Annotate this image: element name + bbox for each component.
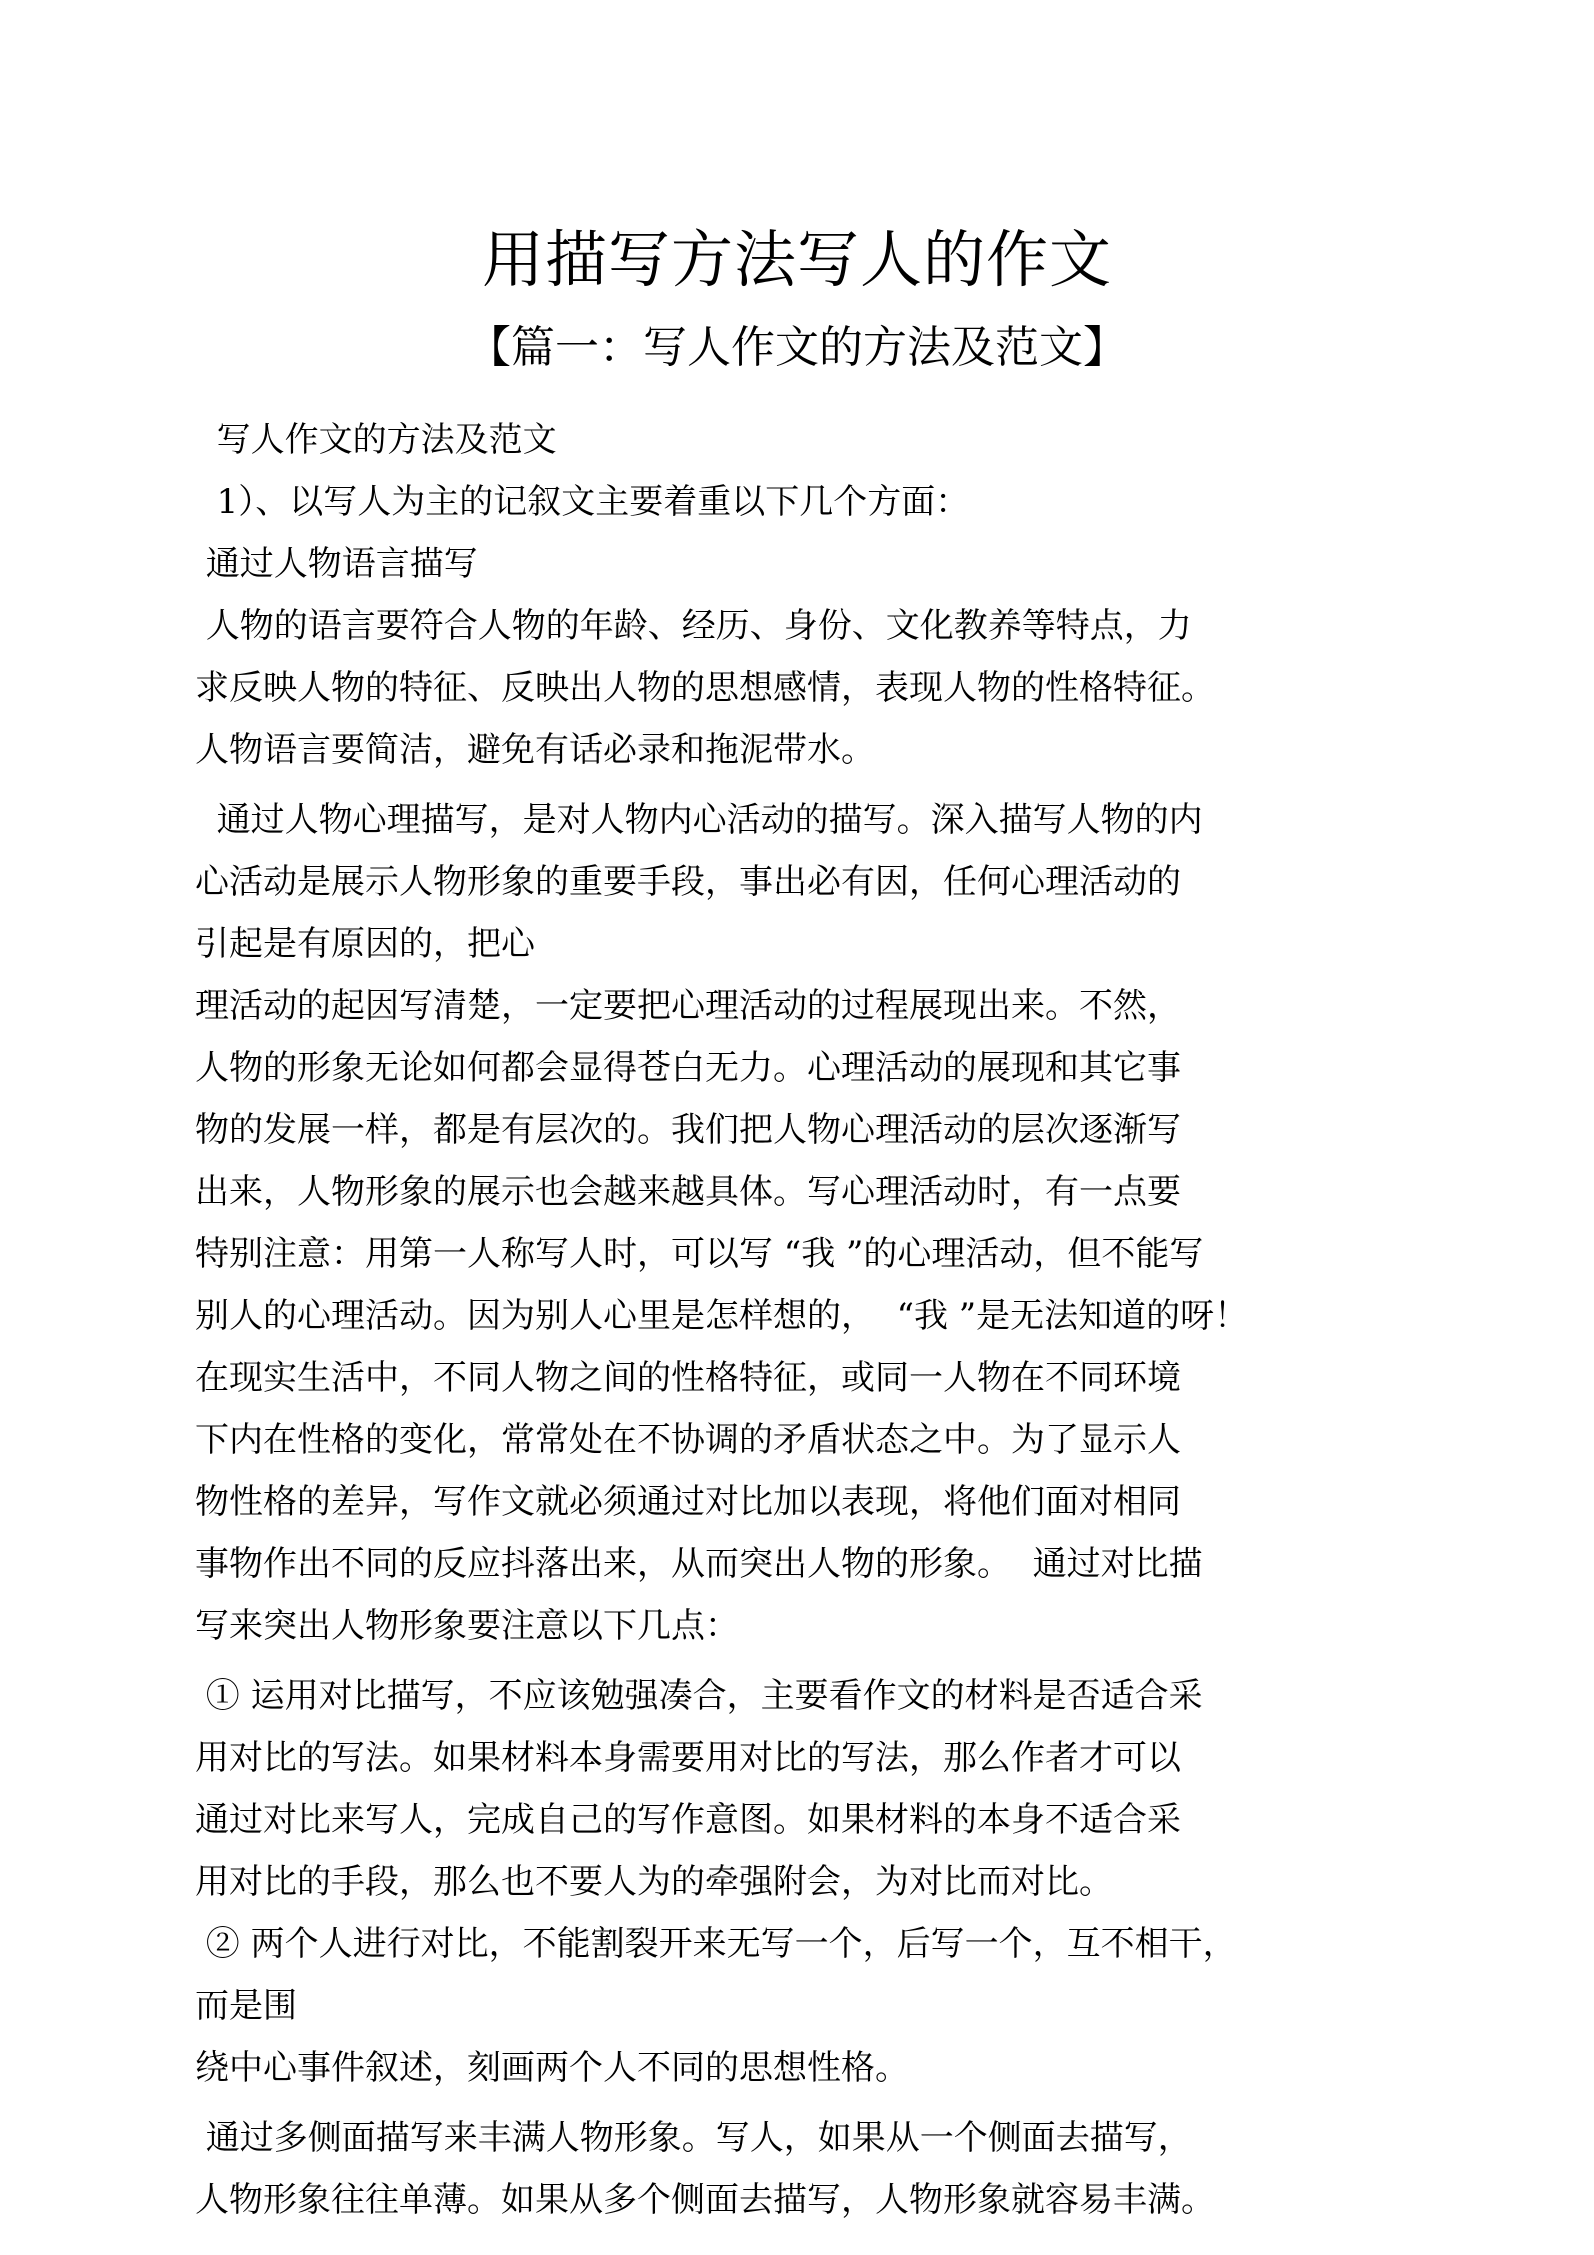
body-line: ② 两个人进行对比，不能割裂开来无写一个，后写一个，互不相干， bbox=[195, 1924, 1237, 1964]
body-line: 写来突出人物形象要注意以下几点： bbox=[195, 1606, 739, 1646]
body-line: 人物形象往往单薄。如果从多个侧面去描写，人物形象就容易丰满。 bbox=[195, 2180, 1215, 2220]
body-line: 引起是有原因的，把心 bbox=[195, 924, 535, 964]
body-line: 而是围 bbox=[195, 1986, 297, 2026]
document-title: 用描写方法写人的作文 bbox=[481, 223, 1112, 296]
body-line: 通过多侧面描写来丰满人物形象。写人，如果从一个侧面去描写， bbox=[195, 2118, 1192, 2158]
body-line: 人物的语言要符合人物的年龄、经历、身份、文化教养等特点，力 bbox=[195, 606, 1192, 646]
body-line: 人物语言要简洁，避免有话必录和拖泥带水。 bbox=[195, 730, 875, 770]
body-line: 用对比的写法。如果材料本身需要用对比的写法，那么作者才可以 bbox=[195, 1738, 1181, 1778]
body-line: 通过对比来写人，完成自己的写作意图。如果材料的本身不适合采 bbox=[195, 1800, 1181, 1840]
body-line: 心活动是展示人物形象的重要手段，事出必有因，任何心理活动的 bbox=[195, 862, 1181, 902]
body-line: 物的发展一样，都是有层次的。我们把人物心理活动的层次逐渐写 bbox=[195, 1110, 1181, 1150]
body-line: 理活动的起因写清楚，一定要把心理活动的过程展现出来。不然， bbox=[195, 986, 1181, 1026]
document-subtitle: 【篇一：写人作文的方法及范文】 bbox=[467, 322, 1127, 373]
body-line: 通过人物语言描写 bbox=[195, 544, 478, 584]
body-line: 在现实生活中，不同人物之间的性格特征，或同一人物在不同环境 bbox=[195, 1358, 1181, 1398]
body-line: 1）、以写人为主的记叙文主要着重以下几个方面： bbox=[195, 482, 970, 522]
document-body bbox=[195, 420, 1415, 2242]
body-line: 用对比的手段，那么也不要人为的牵强附会，为对比而对比。 bbox=[195, 1862, 1113, 1902]
body-line: 通过人物心理描写，是对人物内心活动的描写。深入描写人物的内 bbox=[195, 800, 1203, 840]
body-line: ① 运用对比描写，不应该勉强凑合，主要看作文的材料是否适合采 bbox=[195, 1676, 1203, 1716]
body-line: 事物作出不同的反应抖落出来，从而突出人物的形象。 通过对比描 bbox=[195, 1544, 1203, 1584]
body-line: 写人作文的方法及范文 bbox=[195, 420, 557, 460]
body-line: 出来，人物形象的展示也会越来越具体。写心理活动时，有一点要 bbox=[195, 1172, 1181, 1212]
body-line: 下内在性格的变化，常常处在不协调的矛盾状态之中。为了显示人 bbox=[195, 1420, 1181, 1460]
body-line: 别人的心理活动。因为别人心里是怎样想的， “我 ”是无法知道的呀！ bbox=[195, 1296, 1249, 1336]
body-line: 绕中心事件叙述，刻画两个人不同的思想性格。 bbox=[195, 2048, 909, 2088]
body-line: 人物的形象无论如何都会显得苍白无力。心理活动的展现和其它事 bbox=[195, 1048, 1181, 1088]
body-line: 求反映人物的特征、反映出人物的思想感情，表现人物的性格特征。 bbox=[195, 668, 1215, 708]
body-line: 物性格的差异，写作文就必须通过对比加以表现，将他们面对相同 bbox=[195, 1482, 1181, 1522]
body-line: 特别注意：用第一人称写人时，可以写 “我 ”的心理活动，但不能写 bbox=[195, 1234, 1204, 1274]
